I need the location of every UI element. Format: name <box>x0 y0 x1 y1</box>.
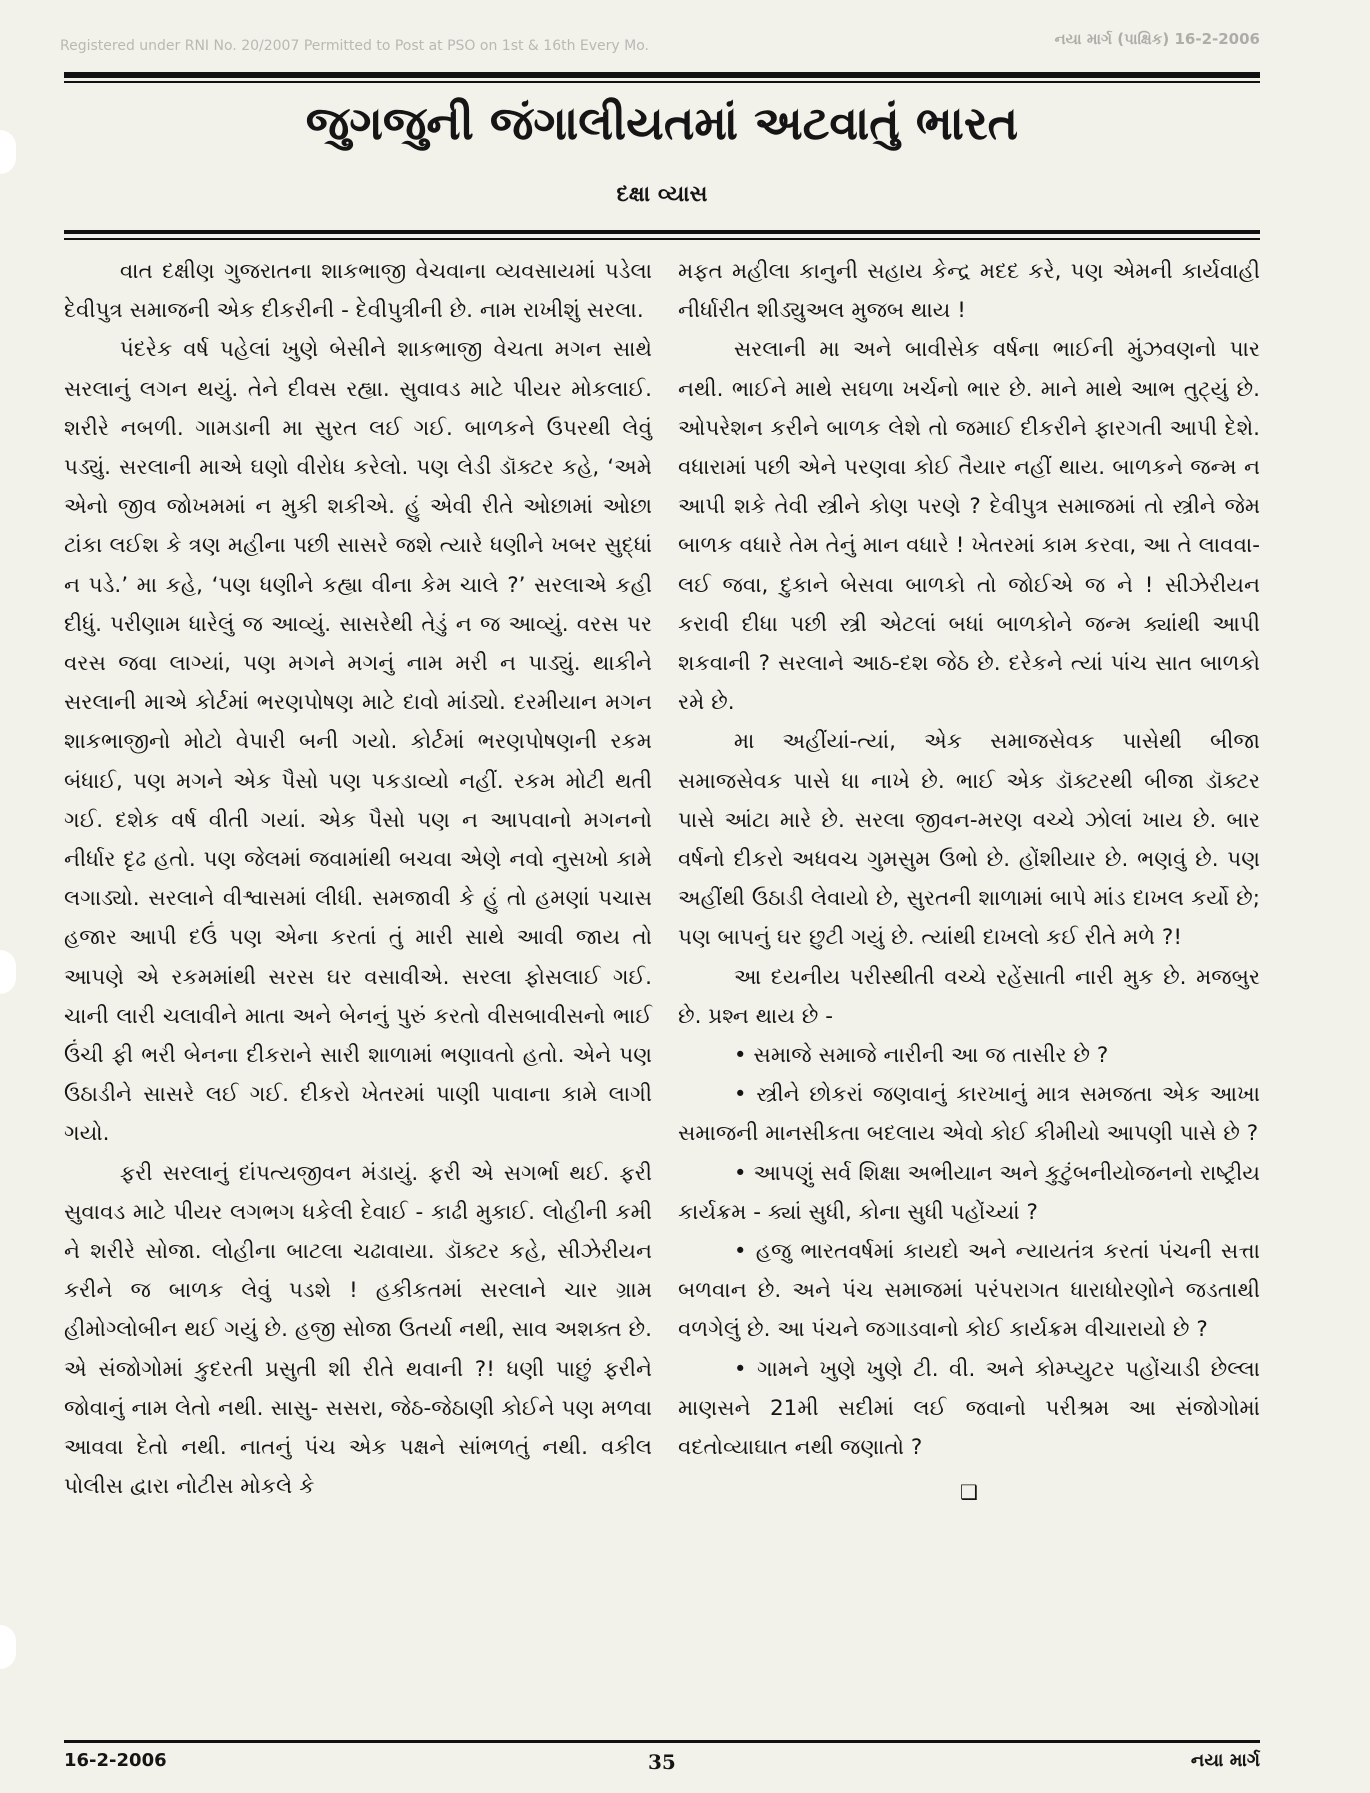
punch-hole <box>0 950 16 994</box>
bullet-question: • હજુ ભારતવર્ષમાં કાયદો અને ન્યાયતંત્ર કરતાં પંચની સત્તા બળવાન છે. અને પંચ સમાજમાં પરંપરાગત ધારાધોરણોને જડતાથી વળગેલું છે. આ પંચને જગાડવાનો કોઈ કાર્યક્રમ વીચારાયો છે ? <box>678 1239 1260 1343</box>
paragraph: મા અહીંયાં-ત્યાં, એક સમાજસેવક પાસેથી બીજા સમાજસેવક પાસે ધા નાખે છે. ભાઈ એક ડૉક્ટરથી બીજા ડૉક્ટર પાસે આંટા મારે છે. સરલા જીવન-મરણ વચ્ચે ઝોલાં ખાય છે. બાર વર્ષનો દીકરો અધવચ ગુમસુમ ઉભો છે. હોંશીયાર છે. ભણવું છે. પણ અહીંથી ઉઠાડી લેવાયો છે, સુરતની શાળામાં બાપે માંડ દાખલ કર્યો છે; પણ બાપનું ઘર છુટી ગયું છે. ત્યાંથી દાખલો કઈ રીતે મળે ?! <box>678 729 1260 951</box>
page-number: 35 <box>648 1750 676 1774</box>
paragraph: પંદરેક વર્ષ પહેલાં ખુણે બેસીને શાકભાજી વેચતા મગન સાથે સરલાનું લગન થયું. તેને દીવસ રહ્યા. સુવાવડ માટે પીયર મોકલાઈ. શરીરે નબળી. ગામડાની મા સુરત લઈ ગઈ. બાળકને ઉપરથી લેવું પડ્યું. સરલાની માએ ઘણો વીરોધ કરેલો. પણ લેડી ડૉક્ટર કહે, ‘અમે એનો જીવ જોખમમાં ન મુકી શકીએ. હું એવી રીતે ઓછામાં ઓછા ટાંકા લઈશ કે ત્રણ મહીના પછી સાસરે જશે ત્યારે ધણીને ખબર સુદ્ધાં ન પડે.’ મા કહે, ‘પણ ધણીને કહ્યા વીના કેમ ચાલે ?’ સરલાએ કહી દીધું. પરીણામ ધારેલું જ આવ્યું. સાસરેથી તેડું ન જ આવ્યું. વરસ પર વરસ જવા લાગ્યાં, પણ મગને મગનું નામ મરી ન પાડ્યું. થાકીને સરલાની માએ કોર્ટમાં ભરણપોષણ માટે દાવો માંડ્યો. દરમીયાન મગન શાકભાજીનો મોટો વેપારી બની ગયો. કોર્ટમાં ભરણપોષણની રકમ બંધાઈ, પણ મગને એક પૈસો પણ પકડાવ્યો નહીં. રકમ મોટી થતી ગઈ. દશેક વર્ષ વીતી ગયાં. એક પૈસો પણ ન આપવાનો મગનનો નીર્ધાર દૃઢ હતો. પણ જેલમાં જવામાંથી બચવા એણે નવો નુસખો કામે લગાડ્યો. સરલાને વીશ્વાસમાં લીધી. સમજાવી કે હું તો હમણાં પચાસ હજાર આપી દઉં પણ એના કરતાં તું મારી સાથે આવી જાય તો આપણે એ રકમમાંથી સરસ ઘર વસાવીએ. સરલા ફોસલાઈ ગઈ. ચાની લારી ચલાવીને માતા અને બેનનું પુરું કરતો વીસબાવીસનો ભાઈ ઉંચી ફી ભરી બેનના દીકરાને સારી શાળામાં ભણાવતો હતો. એને પણ ઉઠાડીને સાસરે લઈ ગઈ. દીકરો ખેતરમાં પાણી પાવાના કામે લાગી ગયો. <box>64 337 652 1147</box>
paragraph: સરલાની મા અને બાવીસેક વર્ષના ભાઈની મુંઝવણનો પાર નથી. ભાઈને માથે સઘળા ખર્ચનો ભાર છે. માને માથે આભ તુટ્યું છે. ઓપરેશન કરીને બાળક લેશે તો જમાઈ દીકરીને ફારગતી આપી દેશે. વધારામાં પછી એને પરણવા કોઈ તૈયાર નહીં થાય. બાળકને જન્મ ન આપી શકે તેવી સ્ત્રીને કોણ પરણે ? દેવીપુત્ર સમાજમાં તો સ્ત્રીને જેમ બાળક વધારે તેમ તેનું માન વધારે ! ખેતરમાં કામ કરવા, આ તે લાવવા-લઈ જવા, દુકાને બેસવા બાળકો તો જોઈએ જ ને ! સીઝેરીયન કરાવી દીધા પછી સ્ત્રી એટલાં બધાં બાળકોને જન્મ ક્યાંથી આપી શકવાની ? સરલાને આઠ-દશ જેઠ છે. દરેકને ત્યાં પાંચ સાત બાળકો રમે છે. <box>678 337 1260 716</box>
issue-date: 16-2-2006 <box>64 1750 167 1771</box>
bullet-question: • સમાજે સમાજે નારીની આ જ તાસીર છે ? <box>733 1043 1109 1069</box>
end-of-article-mark: ❑ <box>960 1480 978 1505</box>
magazine-name: નયા માર્ગ <box>1190 1750 1260 1771</box>
author-byline: દક્ષા વ્યાસ <box>616 182 708 207</box>
right-column <box>678 252 1260 1513</box>
footer-rule <box>64 1740 1260 1743</box>
bleed-through-header: નયા માર્ગ (પાક્ષિક) 16-2-2006 <box>1054 30 1260 48</box>
left-column <box>64 252 652 1507</box>
punch-hole <box>0 1625 16 1669</box>
continued-paragraph: મફત મહીલા કાનુની સહાય કેન્દ્ર મદદ કરે, પણ એમની કાર્યવાહી નીર્ધારીત શીડ્યુઅલ મુજબ થાય ! <box>678 259 1260 324</box>
punch-hole <box>0 130 16 174</box>
bullet-question: • આપણું સર્વ શિક્ષા અભીયાન અને કુટુંબનીયોજનનો રાષ્ટ્રીય કાર્યક્રમ - ક્યાં સુધી, કોના સુધી પહોંચ્યાં ? <box>678 1160 1260 1225</box>
title-rule <box>64 230 1260 234</box>
top-rule <box>64 72 1260 78</box>
bullet-question: • ગામને ખુણે ખુણે ટી. વી. અને કોમ્પ્યુટર પહોંચાડી છેલ્લા માણસને 21મી સદીમાં લઈ જવાનો પરીશ્રમ આ સંજોગોમાં વદતોવ્યાઘાત નથી જણાતો ? <box>678 1356 1260 1461</box>
title-rule-thin <box>64 238 1260 240</box>
top-rule-thin <box>64 81 1260 83</box>
paragraph: વાત દક્ષીણ ગુજરાતના શાકભાજી વેચવાના વ્યવસાયમાં પડેલા દેવીપુત્ર સમાજની એક દીકરીની - દેવીપુત્રીની છે. નામ રાખીશું સરલા. <box>64 259 652 324</box>
bleed-through-text: Registered under RNI No. 20/2007 Permitted to Post at PSO on 1st & 16th Every Mo. <box>60 38 650 54</box>
article-title: જુગજુની જંગાલીયતમાં અટવાતું ભારત <box>305 96 1019 150</box>
paragraph: આ દયનીય પરીસ્થીતી વચ્ચે રહેંસાતી નારી મુક છે. મજબુર છે. પ્રશ્ન થાય છે - <box>678 964 1260 1029</box>
bullet-question: • સ્ત્રીને છોકરાં જણવાનું કારખાનું માત્ર સમજતા એક આખા સમાજની માનસીકતા બદલાય એવો કોઈ કીમીયો આપણી પાસે છે ? <box>678 1082 1260 1147</box>
paragraph: ફરી સરલાનું દાંપત્યજીવન મંડાયું. ફરી એ સગર્ભા થઈ. ફરી સુવાવડ માટે પીયર લગભગ ધકેલી દેવાઈ - કાઢી મુકાઈ. લોહીની કમી ને શરીરે સોજા. લોહીના બાટલા ચઢાવાયા. ડૉક્ટર કહે, સીઝેરીયન કરીને જ બાળક લેવું પડશે ! હકીકતમાં સરલાને ચાર ગ્રામ હીમોગ્લોબીન થઈ ગયું છે. હજી સોજા ઉતર્યા નથી, સાવ અશક્ત છે. એ સંજોગોમાં કુદરતી પ્રસુતી શી રીતે થવાની ?! ધણી પાછું ફરીને જોવાનું નામ લેતો નથી. સાસુ- સસરા, જેઠ-જેઠાણી કોઈને પણ મળવા આવવા દેતો નથી. નાતનું પંચ એક પક્ષને સાંભળતું નથી. વકીલ પોલીસ દ્વારા નોટીસ મોકલે કે <box>64 1160 652 1500</box>
